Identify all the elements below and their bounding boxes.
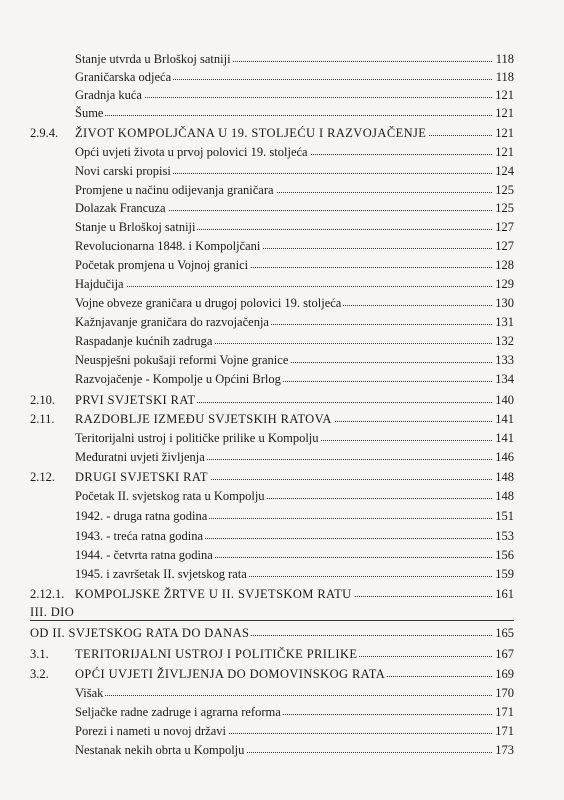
- toc-entry: [0, 468, 564, 486]
- entry-title: 1945. i završetak II. svjetskog rata: [75, 567, 247, 581]
- part-underline: [30, 620, 514, 621]
- entry-title: Dolazak Francuza: [75, 201, 166, 215]
- toc-entry: [0, 410, 564, 428]
- page-number: 130: [492, 294, 514, 312]
- toc-entry: [0, 256, 564, 274]
- toc-entry: [0, 603, 564, 621]
- page-number: 167: [492, 645, 514, 663]
- toc-entry: [0, 124, 564, 142]
- section-number: 2.12.: [30, 470, 55, 484]
- toc-entry: [0, 703, 564, 721]
- toc-entry: [0, 313, 564, 331]
- page-number: 127: [492, 218, 514, 236]
- page-number: 133: [492, 351, 514, 369]
- toc-entry: [0, 391, 564, 409]
- entry-title: Višak: [75, 686, 104, 700]
- toc-entry: [0, 722, 564, 740]
- page-number: 134: [492, 370, 514, 388]
- entry-title: Opći uvjeti života u prvoj polovici 19. stoljeća: [75, 145, 308, 159]
- page-number: 125: [492, 181, 514, 199]
- toc-entry: [0, 546, 564, 564]
- toc-entry: [0, 332, 564, 350]
- entry-title: Porezi i nameti u novoj državi: [75, 724, 227, 738]
- page-number: 148: [492, 487, 514, 505]
- entry-title: Hajdučija: [75, 277, 124, 291]
- entry-title: Stanje u Brloškoj satniji: [75, 220, 196, 234]
- entry-title: Šume: [75, 106, 104, 120]
- toc-entry: [0, 645, 564, 663]
- toc-entry: [0, 143, 564, 161]
- page-number: 121: [492, 86, 514, 104]
- page-number: 159: [492, 565, 514, 583]
- page-number: 121: [492, 124, 514, 142]
- page-number: 129: [492, 275, 514, 293]
- entry-title: Promjene u načinu odijevanja graničara: [75, 183, 274, 197]
- dot-leader: [75, 115, 492, 116]
- page-number: 165: [492, 624, 514, 642]
- toc-entry: [0, 624, 564, 642]
- toc-entry: [0, 665, 564, 683]
- entry-title: 1943. - treća ratna godina: [75, 529, 204, 543]
- entry-title: Novi carski propisi: [75, 164, 171, 178]
- page-number: 151: [492, 507, 514, 525]
- page-number: 156: [492, 546, 514, 564]
- entry-title: Raspadanje kućnih zadruga: [75, 334, 213, 348]
- page-number: 140: [492, 391, 514, 409]
- toc-entry: [0, 104, 564, 122]
- page-number: 131: [492, 313, 514, 331]
- dot-leader: [75, 695, 492, 696]
- page-number: 132: [492, 332, 514, 350]
- section-number: 3.2.: [30, 667, 49, 681]
- entry-title: Gradnja kuća: [75, 88, 142, 102]
- toc-entry: [0, 351, 564, 369]
- toc-entry: [0, 487, 564, 505]
- entry-title: III. DIO: [30, 605, 75, 619]
- entry-title: Kažnjavanje graničara do razvojačenja: [75, 315, 269, 329]
- page-number: 173: [492, 741, 514, 759]
- section-number: 2.10.: [30, 393, 55, 407]
- entry-title: OD II. SVJETSKOG RATA DO DANAS: [30, 626, 250, 640]
- section-number: 3.1.: [30, 647, 49, 661]
- page-number: 146: [492, 448, 514, 466]
- entry-title: Vojne obveze graničara u drugoj polovici 19. stoljeća: [75, 296, 342, 310]
- toc-entry: [0, 684, 564, 702]
- toc-entry: [0, 429, 564, 447]
- toc-entry: [0, 275, 564, 293]
- toc-entry: [0, 162, 564, 180]
- entry-title: Početak II. svjetskog rata u Kompolju: [75, 489, 265, 503]
- entry-title: Neuspješni pokušaji reformi Vojne granice: [75, 353, 289, 367]
- page-number: 148: [492, 468, 514, 486]
- entry-title: PRVI SVJETSKI RAT: [75, 393, 196, 407]
- entry-title: TERITORIJALNI USTROJ I POLITIČKE PRILIKE: [75, 647, 358, 661]
- toc-entry: [0, 237, 564, 255]
- entry-title: Početak promjena u Vojnoj granici: [75, 258, 249, 272]
- entry-title: 1944. - četvrta ratna godina: [75, 548, 213, 562]
- page-number: 124: [492, 162, 514, 180]
- toc-entry: [0, 218, 564, 236]
- section-number: 2.11.: [30, 412, 55, 426]
- page-number: 170: [492, 684, 514, 702]
- page-number: 153: [492, 527, 514, 545]
- toc-entry: [0, 199, 564, 217]
- toc-entry: [0, 294, 564, 312]
- section-number: 2.9.4.: [30, 126, 59, 140]
- page-number: 121: [492, 143, 514, 161]
- page-number: 141: [492, 429, 514, 447]
- page-number: 118: [493, 68, 514, 86]
- page-number: 171: [492, 722, 514, 740]
- toc-entry: [0, 565, 564, 583]
- page-number: 141: [492, 410, 514, 428]
- toc-entry: [0, 86, 564, 104]
- section-number: 2.12.1.: [30, 587, 65, 601]
- entry-title: Teritorijalni ustroj i političke prilike u Kompolju: [75, 431, 319, 445]
- toc-entry: [0, 68, 564, 86]
- toc-entry: [0, 448, 564, 466]
- page-number: 171: [492, 703, 514, 721]
- entry-title: 1942. - druga ratna godina: [75, 509, 208, 523]
- entry-title: Razvojačenje - Kompolje u Općini Brlog: [75, 372, 281, 386]
- toc-entry: [0, 741, 564, 759]
- dot-leader: [75, 286, 492, 287]
- entry-title: Nestanak nekih obrta u Kompolju: [75, 743, 245, 757]
- toc-entry: [0, 585, 564, 603]
- toc-entry: [0, 370, 564, 388]
- entry-title: DRUGI SVJETSKI RAT: [75, 470, 208, 484]
- page-number: 121: [492, 104, 514, 122]
- entry-title: OPĆI UVJETI ŽIVLJENJA DO DOMOVINSKOG RATA: [75, 667, 386, 681]
- entry-title: Seljačke radne zadruge i agrarna reforma: [75, 705, 281, 719]
- page-number: 127: [492, 237, 514, 255]
- page-number: 169: [492, 665, 514, 683]
- toc-entry: [0, 507, 564, 525]
- entry-title: RAZDOBLJE IZMEĐU SVJETSKIH RATOVA: [75, 412, 332, 426]
- page-number: 128: [492, 256, 514, 274]
- entry-title: Međuratni uvjeti življenja: [75, 450, 205, 464]
- entry-title: Revolucionarna 1848. i Kompoljčani: [75, 239, 261, 253]
- page-number: 161: [492, 585, 514, 603]
- toc-entry: [0, 50, 564, 68]
- page-number: 125: [492, 199, 514, 217]
- toc-entry: [0, 527, 564, 545]
- entry-title: ŽIVOT KOMPOLJČANA U 19. STOLJEĆU I RAZVOJAČENJE: [75, 126, 427, 140]
- entry-title: KOMPOLJSKE ŽRTVE U II. SVJETSKOM RATU: [75, 587, 352, 601]
- toc-entry: [0, 181, 564, 199]
- entry-title: Stanje utvrda u Brloškoj satniji: [75, 52, 231, 66]
- entry-title: Graničarska odjeća: [75, 70, 172, 84]
- page-number: 118: [493, 50, 514, 68]
